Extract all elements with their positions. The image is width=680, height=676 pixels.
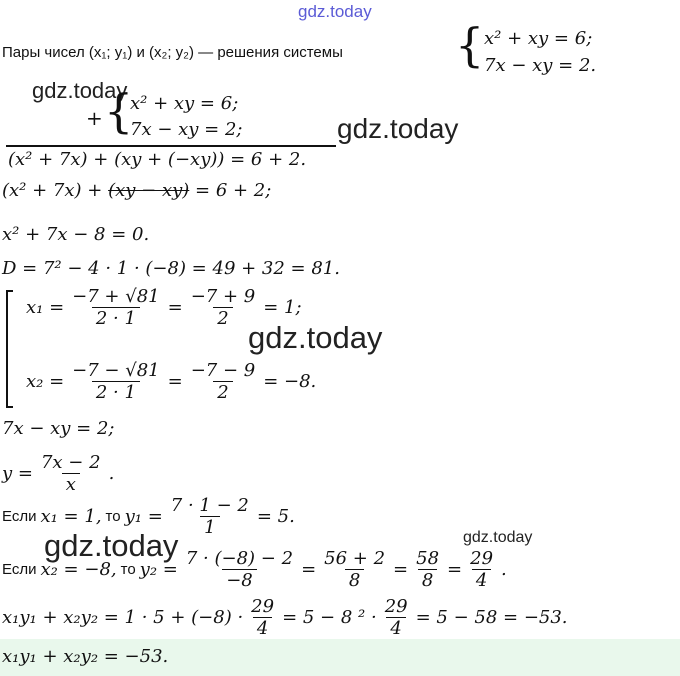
product-sum-b: = 5 − 8 ² · [282,607,377,628]
case-x1-word: Если [2,508,37,525]
root-2-numerator-2: −7 − 9 [190,360,256,381]
case-x2-end: . [501,559,507,580]
root-2-fraction [68,360,163,403]
case-x2-value: x₂ = −8, [40,559,117,580]
product-numerator-1: 29 [251,596,275,617]
root-1-fraction-2 [187,286,260,329]
case-x2-numerator-4: 29 [470,548,494,569]
product-fraction-2 [381,596,412,639]
y-fraction [37,452,105,495]
root-2-equals: = [167,371,183,392]
case-x2-fraction-2 [320,548,389,591]
case-x2-fraction [182,548,297,591]
case-x2-fraction-3 [412,548,443,591]
case-x1-denominator: 1 [200,516,219,538]
watermark: gdz.today [32,78,128,103]
product-sum-a: x₁y₁ + x₂y₂ = 1 · 5 + (−8) · [2,607,244,628]
root-1 [26,286,302,329]
case-x1-result: = 5. [256,506,295,527]
y-lhs: y = [2,463,33,484]
watermark: gdz.today [298,2,372,21]
root-1-lhs: x₁ = [26,297,65,318]
case-x2-numerator: 7 · (−8) − 2 [185,548,294,569]
step-simplified-cancel: (xy − xy) [108,180,190,201]
root-1-denominator-2: 2 [213,307,232,329]
case-x2-equals-3: = [447,559,463,580]
case-x1-value: x₁ = 1, [40,506,102,527]
case-x1-fraction [167,495,253,538]
root-1-numerator: −7 + √81 [72,286,160,307]
system-brace: { [455,18,485,72]
case-x2-denominator: −8 [222,569,257,591]
product-numerator-2: 29 [384,596,408,617]
root-1-equals: = [167,297,183,318]
final-answer: x₁y₁ + x₂y₂ = −53. [2,646,169,667]
root-2-denominator: 2 · 1 [92,381,140,403]
root-2-numerator: −7 − √81 [72,360,160,381]
product-sum [2,596,568,639]
case-x2-equals-1: = [301,559,317,580]
y-denominator: x [62,473,80,495]
root-2-result: = −8. [263,371,317,392]
roots-bracket [6,290,13,408]
watermark: gdz.today [248,320,383,355]
y-expression [2,452,114,495]
case-x2-denominator-4: 4 [472,569,491,591]
product-denominator-2: 4 [386,617,405,639]
system-eq-2: 7x − xy = 2. [484,55,597,76]
discriminant: D = 7² − 4 · 1 · (−8) = 49 + 32 = 81. [2,258,340,279]
case-x2-equals-2: = [393,559,409,580]
second-equation: 7x − xy = 2; [2,418,115,439]
product-denominator-1: 4 [253,617,272,639]
case-x2-to: то [120,561,136,578]
addition-sum: (x² + 7x) + (xy + (−xy)) = 6 + 2. [8,149,307,170]
y-end: . [108,463,115,484]
root-2-lhs: x₂ = [26,371,65,392]
case-x2-denominator-2: 8 [345,569,364,591]
watermark: gdz.today [44,528,179,563]
addition-brace: { [104,84,134,138]
case-x1-to: то [105,508,121,525]
root-2-denominator-2: 2 [213,381,232,403]
case-x2-numerator-3: 58 [416,548,440,569]
step-simplified-a: (x² + 7x) + [2,180,109,201]
case-x1-y: y₁ = [124,506,163,527]
root-2 [26,360,316,403]
case-x2-numerator-2: 56 + 2 [324,548,386,569]
intro-line [2,42,343,61]
case-x2-denominator-3: 8 [418,569,437,591]
intro-text: Пары чисел (x₁; y₁) и (x₂; y₂) — решения системы [2,44,343,61]
product-fraction-1 [247,596,278,639]
addition-plus: + [86,106,103,130]
case-x1 [2,495,295,538]
case-x2 [2,548,507,591]
root-2-fraction-2 [187,360,260,403]
watermark: gdz.today [337,113,459,144]
addition-rule [6,145,336,147]
step-simplified-b: = 6 + 2; [189,180,272,201]
case-x2-y: y₂ = [139,559,178,580]
addition-eq-1: x² + xy = 6; [130,93,239,114]
addition-eq-2: 7x − xy = 2; [130,119,243,140]
quadratic-equation: x² + 7x − 8 = 0. [2,224,150,245]
root-1-numerator-2: −7 + 9 [190,286,256,307]
y-numerator: 7x − 2 [40,452,101,473]
root-1-fraction [68,286,163,329]
product-sum-c: = 5 − 58 = −53. [415,607,568,628]
case-x1-numerator: 7 · 1 − 2 [170,495,249,516]
case-x2-fraction-4 [466,548,497,591]
step-simplified [2,180,271,201]
watermark: gdz.today [463,529,533,546]
case-x2-word: Если [2,561,37,578]
system-eq-1: x² + xy = 6; [484,28,593,49]
root-1-result: = 1; [263,297,302,318]
root-1-denominator: 2 · 1 [92,307,140,329]
